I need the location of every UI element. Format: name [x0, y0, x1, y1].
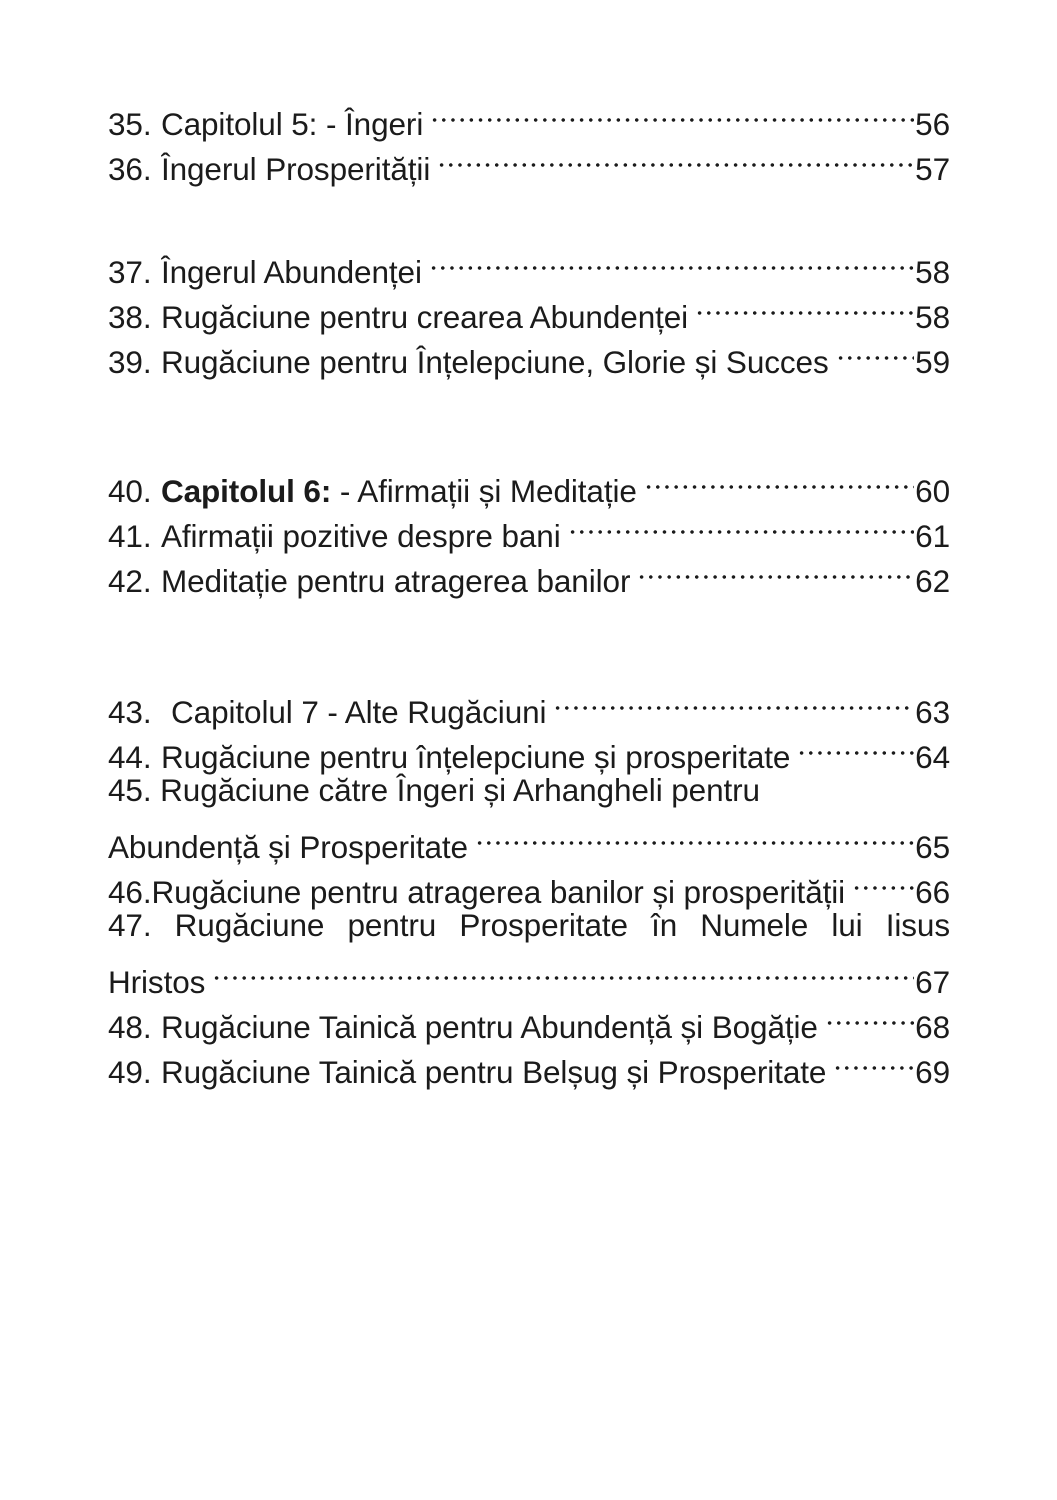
toc-entry-48[interactable] — [108, 993, 950, 1045]
dot-leader — [852, 858, 914, 903]
toc-entry-number: 48. — [108, 1009, 152, 1045]
toc-entry-title: Rugăciune pentru crearea Abundenței — [160, 299, 689, 335]
toc-entry-number: 43. — [108, 694, 152, 730]
dot-leader — [825, 993, 914, 1038]
toc-entry-title: Capitolul 5: - Îngeri — [160, 106, 424, 142]
toc-entry-47[interactable] — [108, 903, 950, 1000]
dot-leader — [475, 813, 914, 858]
toc-block-chapter-7 — [108, 678, 950, 1090]
toc-entry-40[interactable] — [108, 457, 950, 509]
toc-block-abundance — [108, 238, 950, 380]
toc-entry-continuation — [108, 813, 950, 865]
block-spacer — [108, 373, 950, 457]
toc-entry-continuation — [108, 948, 950, 1000]
toc-entry-title: Rugăciune pentru înțelepciune și prosperitate — [160, 739, 791, 775]
toc-entry-title-rest: - Afirmații și Meditație — [331, 473, 637, 509]
toc-entry-title: Capitolul 7 - Alte Rugăciuni — [171, 694, 547, 730]
toc-entry-45[interactable] — [108, 768, 950, 865]
dot-leader — [429, 238, 914, 283]
toc-entry-page-number: 67 — [915, 964, 950, 1000]
toc-entry-number: 49. — [108, 1054, 152, 1090]
toc-entry-page-number: 66 — [915, 874, 950, 910]
toc-entry-page-number: 63 — [915, 694, 950, 730]
dot-leader — [836, 328, 915, 373]
toc-entry-title-bold: Capitolul 6: — [160, 473, 332, 509]
toc-entry-number: 47. — [108, 907, 152, 943]
toc-entry-title: Rugăciune pentru atragerea banilor și prosperității — [151, 874, 846, 910]
toc-entry-word: Iisus — [885, 907, 950, 943]
block-spacer — [108, 592, 950, 678]
toc-entry-number: 37. — [108, 254, 152, 290]
toc-entry-title: Îngerul Abundenței — [160, 254, 422, 290]
toc-block-chapter-5 — [108, 90, 950, 187]
toc-entry-page-number: 58 — [915, 299, 950, 335]
dot-leader — [437, 135, 914, 180]
dot-leader — [695, 283, 914, 328]
toc-entry-page-number: 65 — [915, 829, 950, 865]
toc-block-chapter-6 — [108, 457, 950, 599]
dot-leader — [430, 90, 914, 135]
toc-entry-page-number: 58 — [915, 254, 950, 290]
dot-leader — [212, 948, 914, 993]
toc-entry-title — [161, 469, 637, 514]
toc-entry-page-number: 61 — [915, 518, 950, 554]
toc-entry-word: Numele — [700, 907, 809, 943]
toc-entry-word: Prosperitate — [459, 907, 628, 943]
toc-entry-number: 35. — [108, 106, 152, 142]
toc-entry-page-number: 68 — [915, 1009, 950, 1045]
toc-entry-number: 42. — [108, 563, 152, 599]
toc-entry-word: în — [651, 907, 678, 943]
dot-leader — [833, 1038, 914, 1083]
toc-entry-title: Meditație pentru atragerea banilor — [160, 563, 631, 599]
toc-entry-35[interactable] — [108, 90, 950, 142]
toc-entry-page-number: 56 — [915, 106, 950, 142]
toc-entry-title: Rugăciune Tainică pentru Abundență și Bogăție — [160, 1009, 818, 1045]
toc-entry-number: 40. — [108, 473, 152, 509]
toc-entry-title-line-2: Hristos — [108, 964, 206, 1000]
toc-entry-title-line-1: 45. Rugăciune către Îngeri și Arhangheli pentru — [108, 772, 760, 808]
toc-entry-word: pentru — [347, 907, 437, 943]
dot-leader — [553, 678, 914, 723]
toc-entry-page-number: 62 — [915, 563, 950, 599]
toc-entry-number: 44. — [108, 739, 152, 775]
toc-entry-title-line-2: Abundență și Prosperitate — [108, 829, 468, 865]
toc-entry-page-number: 60 — [915, 473, 950, 509]
dot-leader — [797, 723, 914, 768]
toc-entry-title: Îngerul Prosperității — [160, 151, 431, 187]
toc-entry-number: 41. — [108, 518, 152, 554]
toc-entry-number: 38. — [108, 299, 152, 335]
toc-entry-43[interactable] — [108, 678, 950, 730]
toc-entry-number: 39. — [108, 344, 152, 380]
toc-entry-number: 36. — [108, 151, 152, 187]
toc-entry-page-number: 64 — [915, 739, 950, 775]
dot-leader — [644, 457, 914, 502]
toc-entry-number: 46. — [108, 874, 152, 910]
toc-entry-word: Rugăciune — [174, 907, 325, 943]
toc-entry-37[interactable] — [108, 238, 950, 290]
toc-entry-title: Afirmații pozitive despre bani — [160, 518, 561, 554]
toc-entry-page-number: 69 — [915, 1054, 950, 1090]
dot-leader — [568, 502, 915, 547]
toc-entry-title: Rugăciune Tainică pentru Belșug și Prosperitate — [160, 1054, 827, 1090]
toc-entry-title: Rugăciune pentru Înțelepciune, Glorie și Succes — [160, 344, 829, 380]
toc-entry-word: lui — [831, 907, 863, 943]
toc-entry-page-number: 59 — [915, 344, 950, 380]
table-of-contents — [108, 90, 950, 1090]
toc-entry-page-number: 57 — [915, 151, 950, 187]
dot-leader — [637, 547, 914, 592]
